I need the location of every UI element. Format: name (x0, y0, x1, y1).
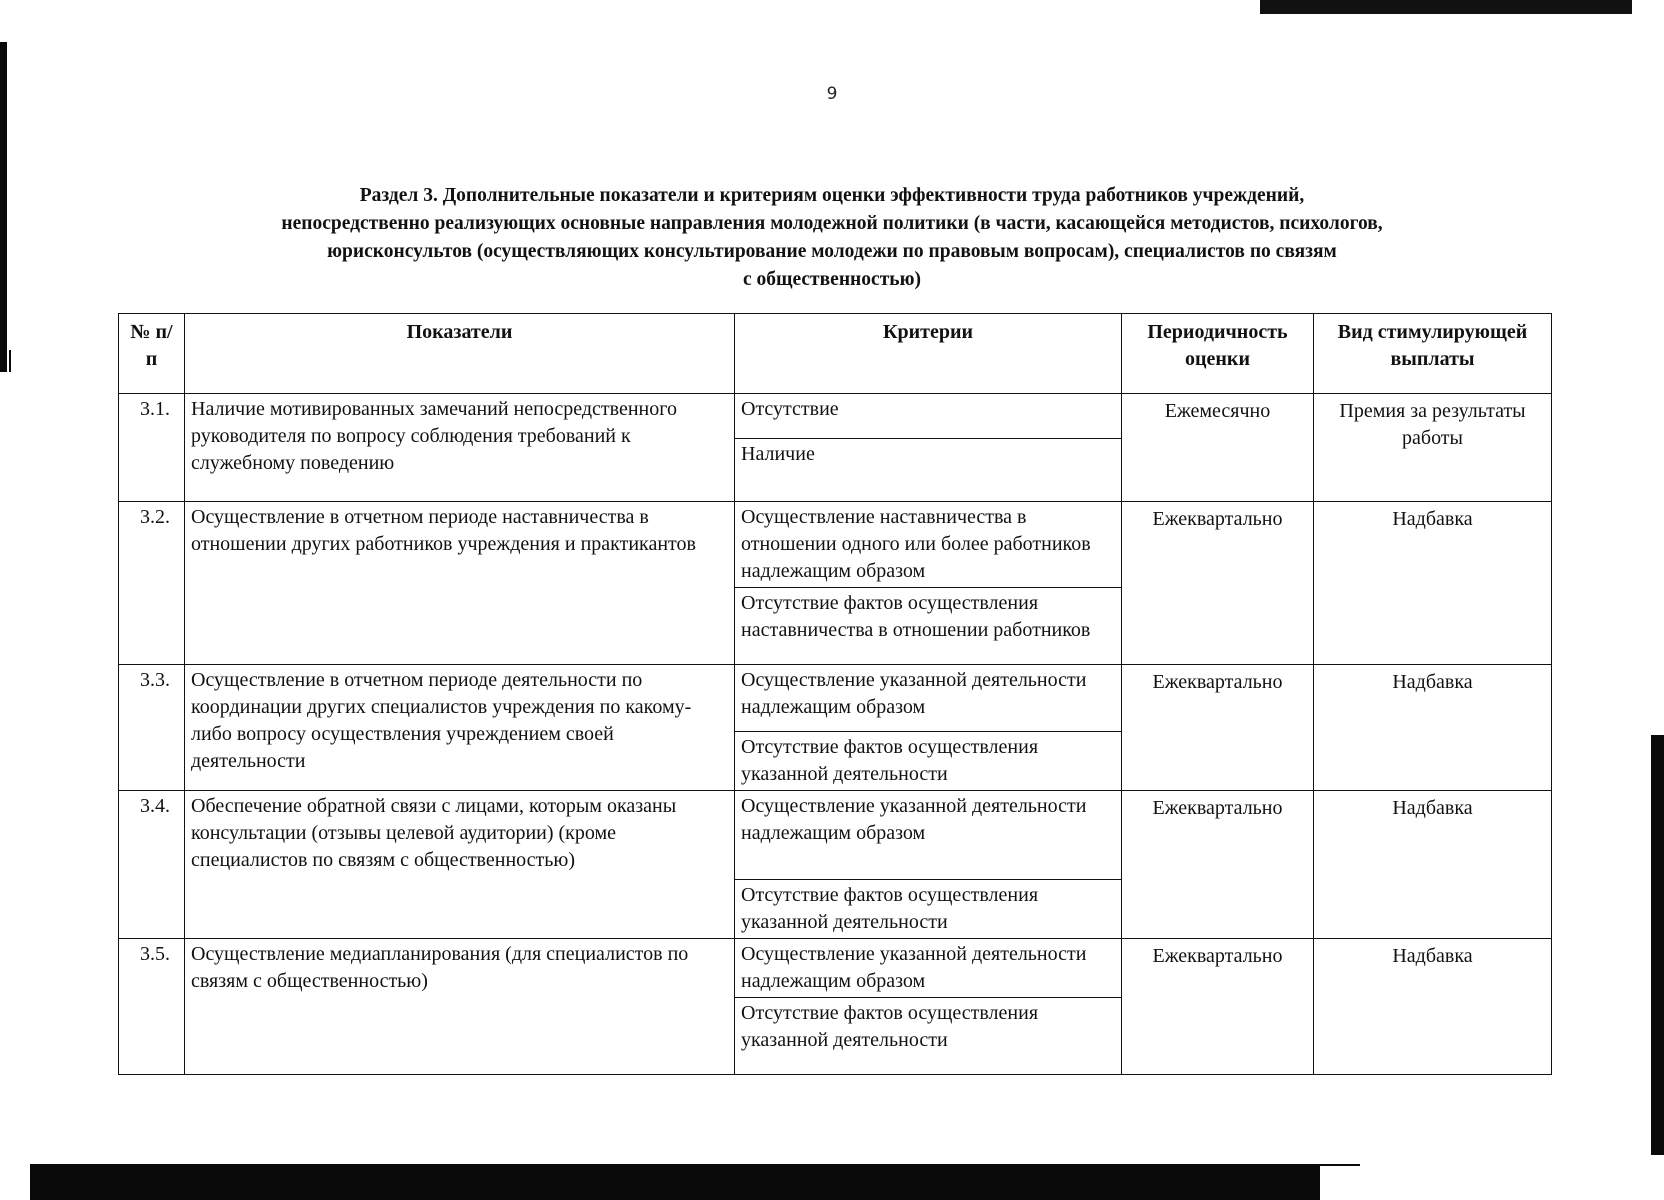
row-indicator: Обеспечение обратной связи с лицами, которым оказаны консультации (отзывы целевой аудитории) (кроме специалистов по связям с общественностью) (185, 791, 735, 939)
scan-edge-mark-bottom-thin (1320, 1164, 1360, 1166)
row-number: 3.3. (119, 665, 185, 791)
table-row (119, 791, 1552, 939)
criterion-item: Осуществление указанной деятельности надлежащим образом (735, 791, 1121, 880)
scan-edge-mark-top (1260, 0, 1632, 14)
row-criteria (735, 665, 1122, 791)
row-criteria (735, 502, 1122, 665)
header-payment: Вид стимулирующей выплаты (1314, 314, 1552, 394)
criterion-item: Осуществление указанной деятельности надлежащим образом (735, 665, 1121, 732)
section-title-line: юрисконсультов (осуществляющих консультирование молодежи по правовым вопросам), специалистов по связям (327, 241, 1337, 262)
criterion-item: Отсутствие (735, 394, 1121, 439)
row-criteria (735, 394, 1122, 502)
criterion-item: Наличие (741, 443, 815, 465)
row-number: 3.5. (119, 939, 185, 1075)
criterion-item: Осуществление указанной деятельности надлежащим образом (735, 939, 1121, 998)
row-indicator: Осуществление в отчетном периоде наставничества в отношении других работников учреждения и практикантов (185, 502, 735, 665)
row-periodicity: Ежеквартально (1122, 939, 1314, 1075)
section-title (150, 182, 1514, 294)
row-indicator: Осуществление в отчетном периоде деятельности по координации других специалистов учреждения по какому-либо вопросу осуществления учреждением своей деятельности (185, 665, 735, 791)
table-row (119, 665, 1552, 791)
row-periodicity: Ежеквартально (1122, 502, 1314, 665)
table-row (119, 502, 1552, 665)
table-row (119, 394, 1552, 502)
criterion-item: Отсутствие фактов осуществления наставничества в отношении работников (741, 592, 1091, 641)
scan-edge-mark-bottom (30, 1164, 1320, 1200)
header-indicators: Показатели (185, 314, 735, 394)
row-criteria (735, 791, 1122, 939)
row-payment: Надбавка (1314, 791, 1552, 939)
header-num: № п/п (119, 314, 185, 394)
scan-edge-mark-left-small (9, 350, 11, 372)
row-payment: Премия за результаты работы (1314, 394, 1552, 502)
criterion-item: Отсутствие фактов осуществления указанной деятельности (741, 884, 1039, 933)
page-number: 9 (826, 84, 838, 104)
row-indicator: Наличие мотивированных замечаний непосредственного руководителя по вопросу соблюдения требований к служебному поведению (185, 394, 735, 502)
criterion-item: Отсутствие фактов осуществления указанной деятельности (741, 736, 1039, 785)
row-criteria (735, 939, 1122, 1075)
row-indicator: Осуществление медиапланирования (для специалистов по связям с общественностью) (185, 939, 735, 1075)
row-number: 3.4. (119, 791, 185, 939)
row-periodicity: Ежемесячно (1122, 394, 1314, 502)
header-criteria: Критерии (735, 314, 1122, 394)
row-periodicity: Ежеквартально (1122, 791, 1314, 939)
table-header-row (119, 314, 1552, 394)
section-title-line: Раздел 3. Дополнительные показатели и критериям оценки эффективности труда работников учреждений, (359, 185, 1305, 206)
header-periodicity: Периодичность оценки (1122, 314, 1314, 394)
table-row (119, 939, 1552, 1075)
row-payment: Надбавка (1314, 665, 1552, 791)
scan-edge-mark-right (1651, 735, 1664, 1155)
row-periodicity: Ежеквартально (1122, 665, 1314, 791)
criteria-table (118, 313, 1552, 1075)
criterion-item: Осуществление наставничества в отношении одного или более работников надлежащим образом (735, 502, 1121, 588)
section-title-line: с общественностью) (743, 269, 921, 290)
row-number: 3.2. (119, 502, 185, 665)
row-number: 3.1. (119, 394, 185, 502)
row-payment: Надбавка (1314, 939, 1552, 1075)
criterion-item: Отсутствие фактов осуществления указанной деятельности (741, 1002, 1039, 1051)
row-payment: Надбавка (1314, 502, 1552, 665)
section-title-line: непосредственно реализующих основные направления молодежной политики (в части, касающейся методистов, психологов, (281, 213, 1383, 234)
